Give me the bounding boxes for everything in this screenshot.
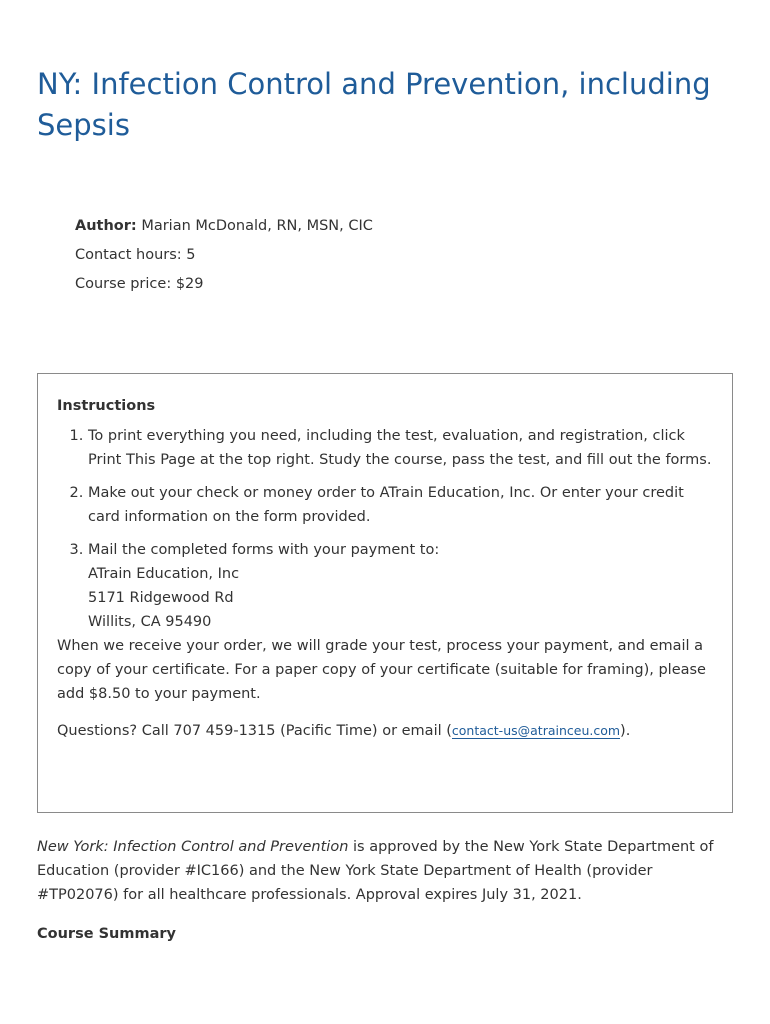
course-meta <box>75 212 373 299</box>
email-link[interactable]: contact-us@atrainceu.com <box>451 723 621 738</box>
page-title: NY: Infection Control and Prevention, including Sepsis <box>37 67 711 142</box>
course-price: Course price: $29 <box>75 276 204 292</box>
instruction-step <box>88 538 717 634</box>
instructions-heading: Instructions <box>57 398 156 414</box>
instruction-step: 2. Make out your check or money order to ATrain Education, Inc. Or enter your credit card information on the form provided. <box>88 481 717 529</box>
course-summary-heading: Course Summary <box>37 926 176 942</box>
questions-prefix: Questions? Call 707 459-1315 (Pacific Time) or email ( <box>57 723 452 739</box>
address-line: 5171 Ridgewood Rd <box>88 590 234 606</box>
contact-hours: Contact hours: 5 <box>75 247 196 263</box>
author-value: Marian McDonald, RN, MSN, CIC <box>136 218 373 234</box>
questions-suffix: ). <box>620 723 631 739</box>
author-line <box>75 212 373 241</box>
questions-line <box>57 719 717 743</box>
receive-order-text: When we receive your order, we will grade your test, process your payment, and email a copy of your certificate. For a paper copy of your certificate (suitable for framing), please add $8.50 to your payment. <box>57 638 706 702</box>
approval-text <box>37 835 737 907</box>
approval-body: is approved by the New York State Department of Education (provider #IC166) and the New York State Department of Health (provider #TP02076) for all healthcare professionals. Approval expires July 31, 2021. <box>37 839 714 903</box>
address-line: ATrain Education, Inc <box>88 566 240 582</box>
instruction-step-text: Mail the completed forms with your payment to: <box>88 542 440 558</box>
instructions-list <box>57 424 717 634</box>
address-line: Willits, CA 95490 <box>88 614 212 630</box>
instructions-box <box>37 373 733 813</box>
instruction-step: 1. To print everything you need, including the test, evaluation, and registration, click Print This Page at the top right. Study the course, pass the test, and fill out the forms. <box>88 424 717 472</box>
author-label: Author: <box>75 218 137 234</box>
approval-course-name: New York: Infection Control and Prevention <box>37 839 349 855</box>
